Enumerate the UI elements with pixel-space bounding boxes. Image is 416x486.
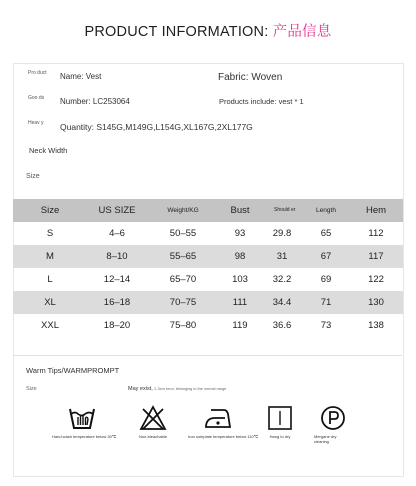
table-row	[13, 222, 403, 245]
table-cell: S	[46, 228, 54, 239]
table-cell: 36.6	[272, 320, 292, 331]
product-name: Name: Vest	[60, 72, 102, 81]
header-cell: Size	[13, 199, 87, 222]
page-title	[0, 20, 416, 41]
table-cell: 31	[261, 245, 303, 268]
table-cell: 71	[303, 291, 349, 314]
tips-size-key: Size	[26, 386, 37, 392]
table-cell: 32.2	[272, 274, 292, 285]
table-cell: 75–80	[169, 320, 197, 331]
table-cell: 18–20	[103, 320, 131, 331]
table-cell: 103	[232, 274, 248, 285]
table-cell: 119	[232, 320, 248, 331]
table-row	[13, 268, 403, 291]
table-cell: 4–6	[109, 228, 125, 239]
iron-low-icon	[202, 405, 234, 431]
care-label: Hang to dry	[269, 434, 291, 439]
table-row	[13, 291, 403, 314]
quantity: Quantity: S145G,M149G,L154G,XL167G,2XL177G	[60, 122, 253, 132]
hand-wash-icon	[67, 405, 97, 431]
care-item	[188, 405, 259, 440]
header-cell: Hem	[349, 199, 403, 222]
table-cell: 93	[234, 228, 246, 239]
table-cell: 65	[320, 228, 332, 239]
table-cell: 16–18	[87, 291, 147, 314]
table-cell: 112	[368, 228, 384, 239]
header-cell: Should er	[261, 199, 303, 222]
divider	[13, 355, 402, 356]
care-label: Hand wash temperature below 30℃	[52, 434, 117, 439]
care-item	[250, 405, 310, 440]
care-item	[303, 405, 363, 444]
product-number: Number: LC253064	[60, 97, 130, 106]
size-table	[13, 199, 403, 337]
table-cell: 67	[303, 245, 349, 268]
title-cn: 产品信息	[272, 24, 332, 40]
care-item	[123, 405, 183, 440]
table-cell: 130	[349, 291, 403, 314]
table-cell: XL	[13, 291, 87, 314]
table-cell: 65–70	[169, 274, 197, 285]
table-cell: 29.8	[272, 228, 292, 239]
title-en: PRODUCT INFORMATION:	[84, 24, 273, 40]
dry-clean-p-icon	[319, 405, 347, 431]
table-cell: 138	[368, 320, 384, 331]
table-cell: 70–75	[147, 291, 219, 314]
table-row	[13, 314, 403, 337]
may-exist-text: May exist,	[128, 386, 153, 392]
table-cell: 122	[368, 274, 384, 285]
table-cell: 12–14	[103, 274, 131, 285]
table-cell: 69	[320, 274, 332, 285]
fabric: Fabric: Woven	[218, 72, 283, 83]
table-cell: 98	[219, 245, 261, 268]
hang-to-dry-icon	[267, 405, 293, 431]
care-label: Non-bleachable	[138, 434, 168, 439]
neck-width-label: Neck Width	[29, 146, 68, 155]
table-cell: 8–10	[87, 245, 147, 268]
products-include: Products include: vest * 1	[219, 97, 304, 106]
size-label: Size	[26, 173, 40, 180]
warm-tips-title: Warm Tips/WARMPROMPT	[26, 366, 120, 375]
care-label: Mergane dry cleaning	[314, 434, 337, 444]
heavy-key: Heav y	[28, 120, 44, 126]
care-item	[52, 405, 117, 440]
header-cell: Bust	[219, 199, 261, 222]
table-cell: 73	[320, 320, 332, 331]
table-cell: 50–55	[169, 228, 197, 239]
table-cell: 34.4	[261, 291, 303, 314]
tips-size-value	[128, 386, 226, 392]
non-bleachable-icon	[139, 405, 167, 431]
table-cell: 117	[349, 245, 403, 268]
header-cell: Length	[303, 199, 349, 222]
table-cell: XXL	[41, 320, 59, 331]
table-header-row	[13, 199, 403, 222]
goods-key: Goo ds	[28, 95, 45, 101]
header-cell: Weight/KG	[147, 199, 219, 222]
table-cell: 55–65	[147, 245, 219, 268]
table-cell: L	[47, 274, 53, 285]
table-cell: M	[13, 245, 87, 268]
error-note: 2-3cm error, belonging to the normal range	[154, 387, 227, 391]
table-row	[13, 245, 403, 268]
care-label: Iron soleplate temperature below 110℃	[188, 434, 259, 439]
product-key: Pro duct	[28, 70, 47, 76]
header-cell: US SIZE	[87, 199, 147, 222]
table-cell: 111	[219, 291, 261, 314]
